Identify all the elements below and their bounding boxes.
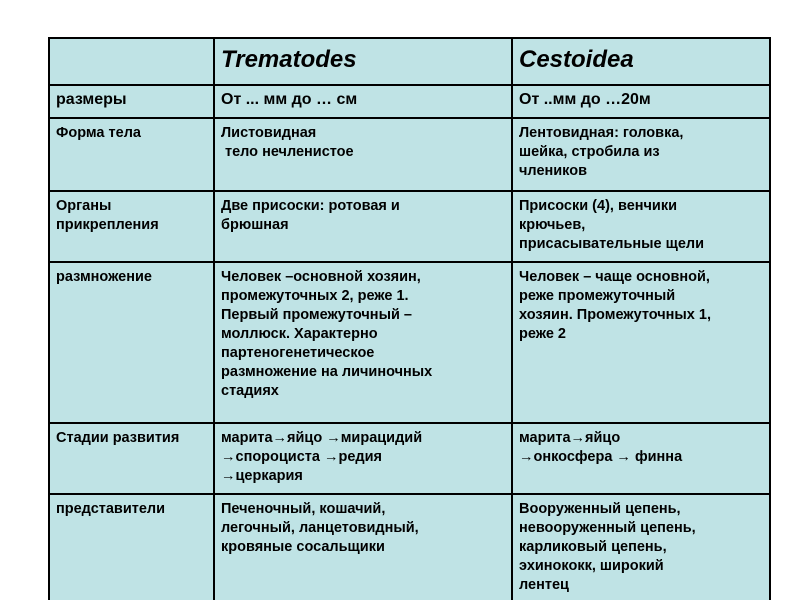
cell-line: →спороциста →редия [221,449,382,465]
table-row [49,262,770,423]
row-label: Органы прикрепления [49,191,214,262]
cell-line: реже 2 [519,326,566,342]
cell-line: марита→яйцо [519,430,621,446]
cell-line: стадиях [221,383,279,399]
cell-line: моллюск. Характерно [221,326,378,342]
cestoidea-cell [512,191,770,262]
comparison-table [48,37,771,600]
row-label: Форма тела [49,118,214,191]
cell-line: брюшная [221,217,289,233]
trematodes-cell [214,262,512,423]
cell-line: партеногенетическое [221,345,375,361]
cell-line: крючьев, [519,217,586,233]
cell-line: От ... мм до … см [221,91,358,108]
row-label: Стадии развития [49,423,214,494]
row-label: размножение [49,262,214,423]
trematodes-cell [214,423,512,494]
cell-line: марита→яйцо →мирацидий [221,430,423,446]
cell-line: невооруженный цепень, [519,520,696,536]
cell-line: Печеночный, кошачий, [221,501,386,517]
cell-line: легочный, ланцетовидный, [221,520,419,536]
table-row [49,85,770,118]
cestoidea-cell [512,423,770,494]
cell-line: карликовый цепень, [519,539,667,555]
header-blank-cell [49,38,214,85]
table-row [49,191,770,262]
cell-line: хозяин. Промежуточных 1, [519,307,711,323]
cell-line: →онкосфера → финна [519,449,683,465]
cell-line: Первый промежуточный – [221,307,412,323]
cell-line: Вооруженный цепень, [519,501,681,517]
row-label: представители [49,494,214,600]
cestoidea-cell [512,494,770,600]
table-row [49,118,770,191]
trematodes-cell [214,85,512,118]
cell-line: промежуточных 2, реже 1. [221,288,409,304]
trematodes-cell [214,191,512,262]
row-label: размеры [49,85,214,118]
cell-line: Лентовидная: головка, [519,125,684,141]
cell-line: шейка, стробила из [519,144,660,160]
table-row [49,423,770,494]
table-header-row [49,38,770,85]
cestoidea-cell [512,85,770,118]
cestoidea-cell [512,118,770,191]
trematodes-cell [214,494,512,600]
cell-line: Листовидная [221,125,317,141]
cell-line: Присоски (4), венчики [519,198,678,214]
cell-line: Человек –основной хозяин, [221,269,421,285]
cell-line: члеников [519,163,588,179]
cell-line: Две присоски: ротовая и [221,198,400,214]
cell-line: кровяные сосальщики [221,539,385,555]
header-cestoidea: Cestoidea [512,38,770,85]
header-trematodes: Trematodes [214,38,512,85]
cestoidea-cell [512,262,770,423]
cell-line: эхинококк, широкий [519,558,664,574]
cell-line: От ..мм до …20м [519,91,651,108]
cell-line: →церкария [221,468,303,484]
cell-line: реже промежуточный [519,288,676,304]
cell-line: присасывательные щели [519,236,705,252]
table-row [49,494,770,600]
trematodes-cell [214,118,512,191]
cell-line: размножение на личиночных [221,364,433,380]
cell-line: лентец [519,577,569,593]
cell-line: тело нечленистое [225,144,354,160]
cell-line: Человек – чаще основной, [519,269,710,285]
